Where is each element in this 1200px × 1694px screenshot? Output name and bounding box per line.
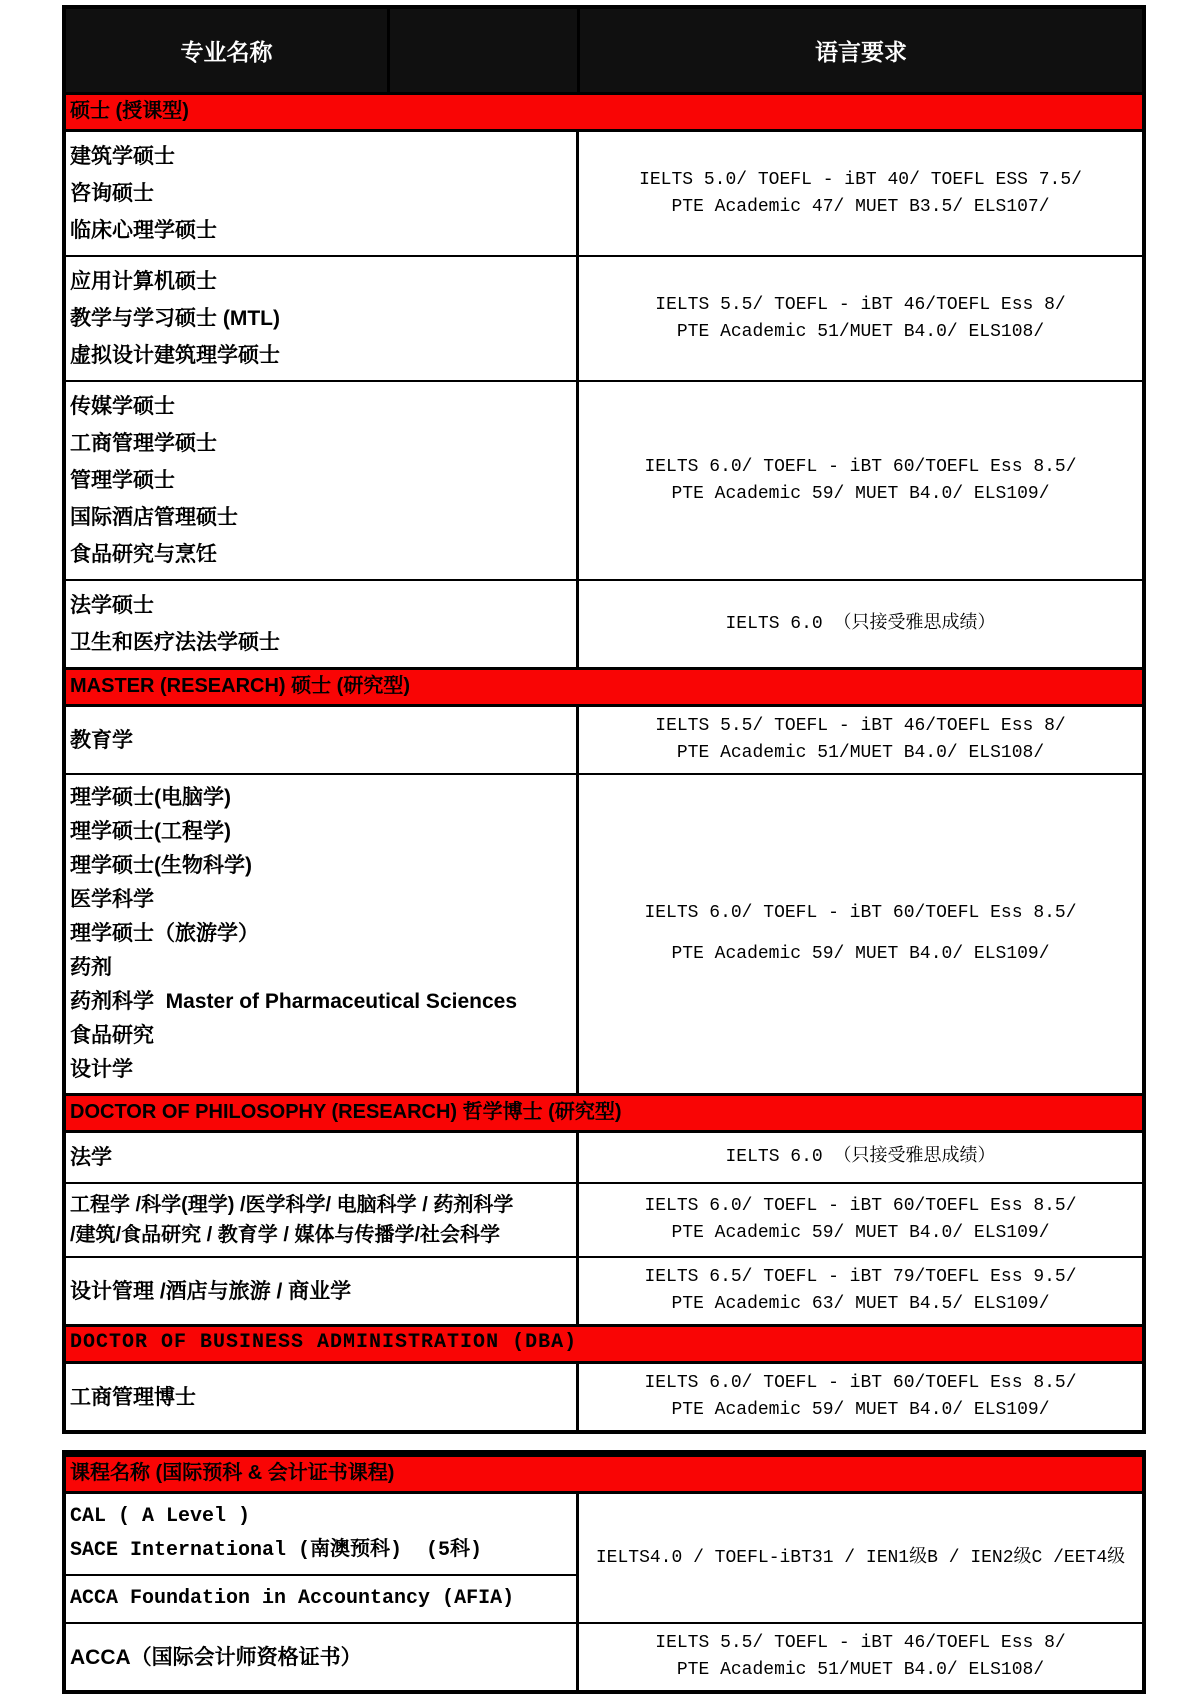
table-row <box>66 1364 1142 1430</box>
foundation-programs-table <box>62 1450 1146 1694</box>
program-line: 理学硕士(工程学) <box>70 820 231 843</box>
requirement-line: IELTS 6.0/ TOEFL - iBT 60/TOEFL Ess 8.5/ <box>644 903 1077 923</box>
requirement-cell <box>579 1133 1142 1182</box>
program-line: /建筑/食品研究 / 教育学 / 媒体与传播学/社会科学 <box>70 1224 501 1246</box>
program-line: 法学 <box>70 1146 112 1169</box>
program-group <box>66 581 576 667</box>
program-cell <box>66 1624 579 1690</box>
header-cell-spacer <box>387 9 577 92</box>
program-line: 教育学 <box>70 728 133 752</box>
table-row <box>66 255 1142 380</box>
requirement-line: IELTS 6.0 （只接受雅思成绩） <box>725 613 996 634</box>
requirement-cell <box>579 581 1142 667</box>
program-group <box>66 1184 576 1256</box>
program-line: 工商管理博士 <box>70 1385 196 1409</box>
requirement-line: IELTS4.0 / TOEFL-iBT31 / IEN1级B / IEN2级C /EET4级 <box>595 1547 1126 1568</box>
program-line: 虚拟设计建筑理学硕士 <box>70 344 280 367</box>
requirement-line: IELTS 5.5/ TOEFL - iBT 46/TOEFL Ess 8/ <box>655 716 1066 736</box>
requirement-line: IELTS 6.0/ TOEFL - iBT 60/TOEFL Ess 8.5/ <box>644 456 1077 477</box>
program-line: 建筑学硕士 <box>70 145 175 168</box>
program-group <box>66 1494 576 1574</box>
program-line: 食品研究与烹饪 <box>70 543 217 566</box>
program-line: 教学与学习硕士 (MTL) <box>70 307 280 330</box>
program-cell <box>66 707 579 773</box>
requirement-line: PTE Academic 51/MUET B4.0/ ELS108/ <box>676 321 1045 342</box>
section-bar: 课程名称 (国际预科 & 会计证书课程) <box>66 1454 1142 1494</box>
program-line: 药剂 <box>70 956 112 979</box>
requirement-cell <box>579 1364 1142 1430</box>
program-cell <box>66 1494 579 1622</box>
program-group <box>66 707 576 773</box>
program-line: 法学硕士 <box>70 594 154 617</box>
program-line: 卫生和医疗法法学硕士 <box>70 631 280 654</box>
requirement-cell <box>579 707 1142 773</box>
requirement-cell <box>579 1258 1142 1324</box>
requirement-line: PTE Academic 63/ MUET B4.5/ ELS109/ <box>671 1294 1050 1314</box>
requirement-cell <box>579 132 1142 255</box>
table-row <box>66 773 1142 1093</box>
table-row <box>66 1133 1142 1182</box>
program-group <box>66 257 576 380</box>
program-line: 理学硕士（旅游学） <box>70 922 259 945</box>
requirement-cell <box>579 257 1142 380</box>
table-header-row <box>66 9 1142 92</box>
requirement-line: IELTS 6.5/ TOEFL - iBT 79/TOEFL Ess 9.5/ <box>644 1267 1077 1287</box>
program-line: SACE International (南澳预科) (5科) <box>70 1539 483 1562</box>
program-cell <box>66 1364 579 1430</box>
program-group <box>66 1364 576 1430</box>
program-group <box>66 775 576 1093</box>
degree-programs-table <box>62 5 1146 1434</box>
header-cell-language: 语言要求 <box>577 9 1142 92</box>
section-bar: 硕士 (授课型) <box>66 92 1142 132</box>
program-cell <box>66 775 579 1093</box>
program-line: 咨询硕士 <box>70 182 154 205</box>
requirement-line: PTE Academic 47/ MUET B3.5/ ELS107/ <box>671 196 1050 217</box>
table-row <box>66 707 1142 773</box>
program-line: CAL ( A Level ) <box>70 1505 251 1528</box>
program-line: ACCA（国际会计师资格证书） <box>70 1645 362 1669</box>
program-line: 理学硕士(电脑学) <box>70 786 231 809</box>
requirement-line: IELTS 5.5/ TOEFL - iBT 46/TOEFL Ess 8/ <box>655 294 1066 315</box>
program-line: 理学硕士(生物科学) <box>70 854 252 877</box>
section-bar: DOCTOR OF PHILOSOPHY (RESEARCH) 哲学博士 (研究型) <box>66 1093 1142 1133</box>
table-row <box>66 1622 1142 1690</box>
program-cell <box>66 1258 579 1324</box>
table-row <box>66 579 1142 667</box>
program-line: 设计学 <box>70 1058 133 1081</box>
requirement-line: IELTS 6.0/ TOEFL - iBT 60/TOEFL Ess 8.5/ <box>644 1373 1077 1393</box>
requirement-line: PTE Academic 51/MUET B4.0/ ELS108/ <box>676 1660 1045 1680</box>
requirement-line: PTE Academic 59/ MUET B4.0/ ELS109/ <box>671 483 1050 504</box>
program-cell <box>66 1184 579 1256</box>
requirement-line: IELTS 6.0/ TOEFL - iBT 60/TOEFL Ess 8.5/ <box>644 1196 1077 1216</box>
program-group <box>66 132 576 255</box>
program-line: 药剂科学 Master of Pharmaceutical Sciences <box>70 990 517 1013</box>
program-group <box>66 1133 576 1182</box>
program-cell <box>66 581 579 667</box>
section-bar: DOCTOR OF BUSINESS ADMINISTRATION (DBA) <box>66 1324 1142 1364</box>
program-cell <box>66 382 579 579</box>
table-row <box>66 1256 1142 1324</box>
table-row <box>66 1182 1142 1256</box>
program-line: 工程学 /科学(理学) /医学科学/ 电脑科学 / 药剂科学 <box>70 1194 514 1216</box>
program-cell <box>66 1133 579 1182</box>
requirement-line: IELTS 5.0/ TOEFL - iBT 40/ TOEFL ESS 7.5/ <box>639 169 1082 190</box>
program-line: 临床心理学硕士 <box>70 219 217 242</box>
requirement-line: IELTS 6.0 （只接受雅思成绩） <box>725 1147 996 1167</box>
program-line: ACCA Foundation in Accountancy (AFIA) <box>70 1587 515 1610</box>
requirement-cell <box>579 1494 1142 1622</box>
program-line: 应用计算机硕士 <box>70 270 217 293</box>
program-line: 管理学硕士 <box>70 469 175 492</box>
program-line: 食品研究 <box>70 1024 154 1047</box>
program-line: 医学科学 <box>70 888 154 911</box>
table-row <box>66 132 1142 255</box>
program-group <box>66 382 576 579</box>
requirement-line: PTE Academic 59/ MUET B4.0/ ELS109/ <box>671 944 1050 964</box>
requirement-cell <box>579 1184 1142 1256</box>
requirement-cell <box>579 382 1142 579</box>
table-row <box>66 1494 1142 1622</box>
language-requirements-page <box>0 5 1200 1694</box>
section-bar: MASTER (RESEARCH) 硕士 (研究型) <box>66 667 1142 707</box>
program-cell <box>66 257 579 380</box>
requirement-line: PTE Academic 51/MUET B4.0/ ELS108/ <box>676 743 1045 763</box>
requirement-line: PTE Academic 59/ MUET B4.0/ ELS109/ <box>671 1223 1050 1243</box>
program-group <box>66 1574 576 1622</box>
requirement-line: IELTS 5.5/ TOEFL - iBT 46/TOEFL Ess 8/ <box>655 1633 1066 1653</box>
requirement-cell <box>579 775 1142 1093</box>
requirement-line: PTE Academic 59/ MUET B4.0/ ELS109/ <box>671 1400 1050 1420</box>
program-cell <box>66 132 579 255</box>
program-line: 工商管理学硕士 <box>70 432 217 455</box>
program-group <box>66 1258 576 1324</box>
table-row <box>66 380 1142 579</box>
requirement-cell <box>579 1624 1142 1690</box>
program-line: 传媒学硕士 <box>70 395 175 418</box>
program-group <box>66 1624 576 1690</box>
header-cell-major: 专业名称 <box>180 39 273 65</box>
program-line: 设计管理 /酒店与旅游 / 商业学 <box>70 1279 352 1303</box>
program-line: 国际酒店管理硕士 <box>70 506 238 529</box>
